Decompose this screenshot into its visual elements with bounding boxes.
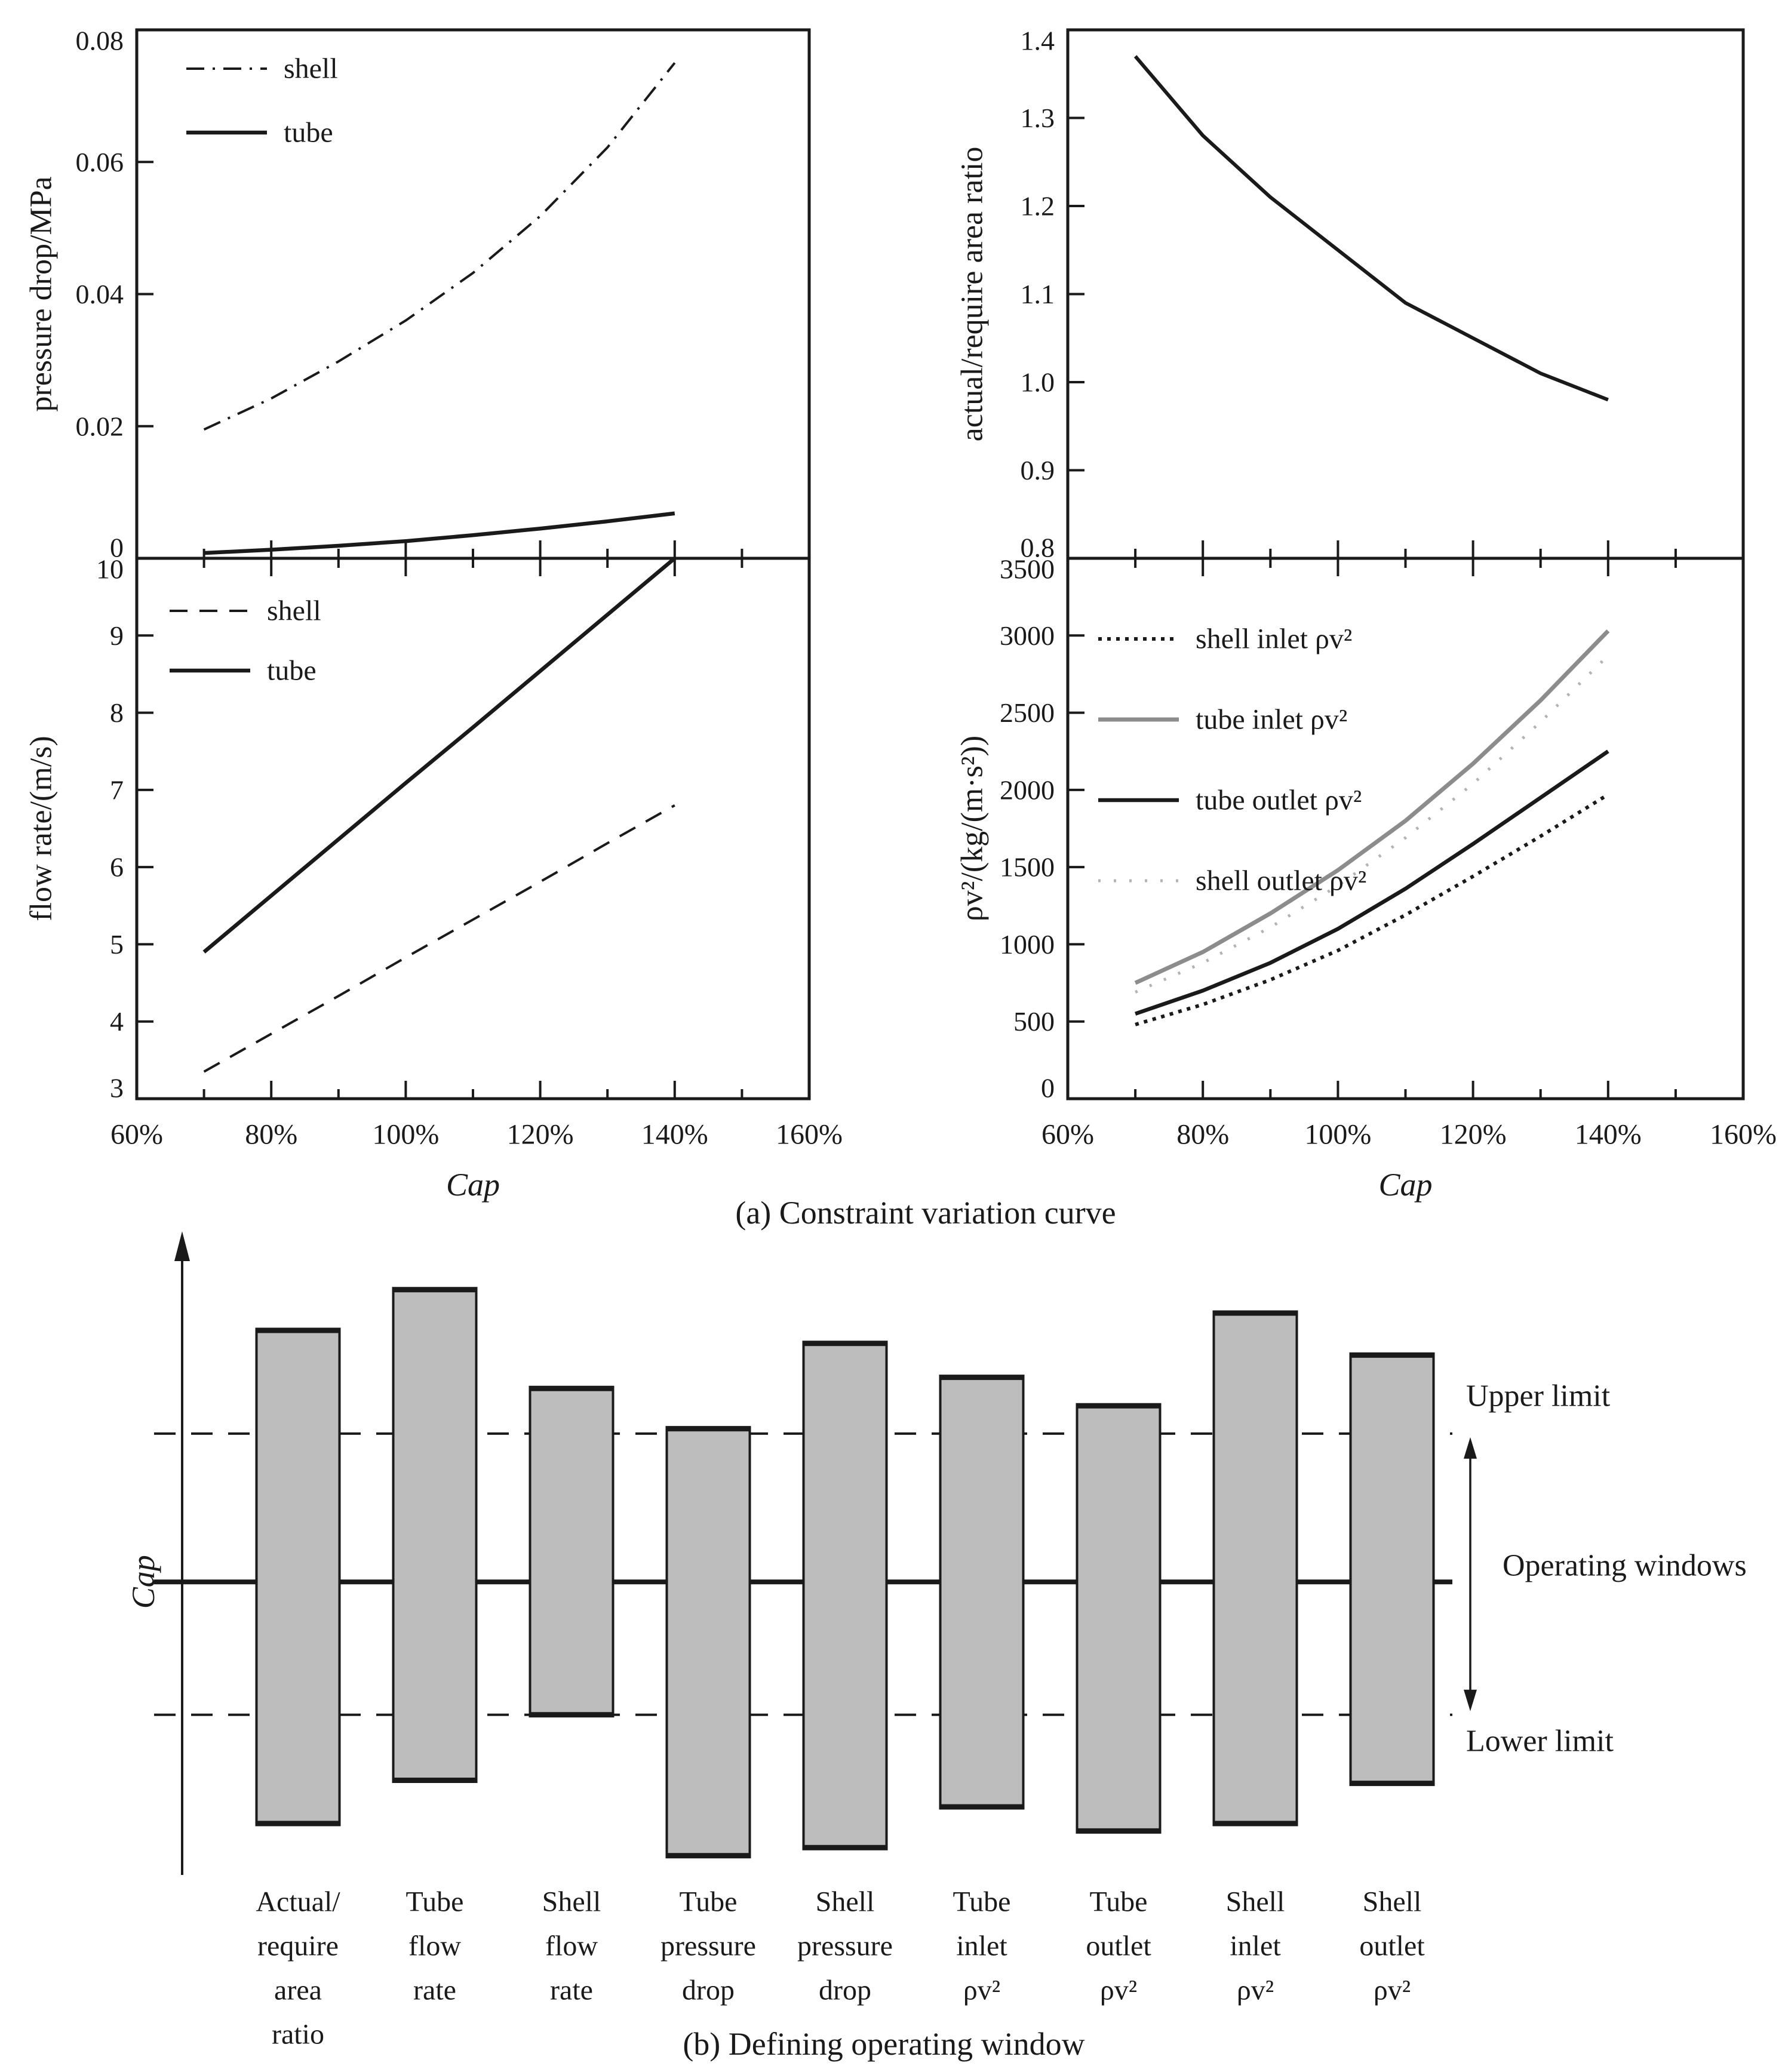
operating-window-arrowhead-up — [1464, 1437, 1477, 1459]
chart-operating-window — [125, 1231, 1747, 2051]
pressure-drop-series-tube-line — [204, 514, 675, 553]
bar-5-label-line: Shell — [815, 1886, 875, 1918]
flow-rate-xtick-label: 140% — [641, 1118, 708, 1151]
rhov2-ytick-label: 3000 — [1000, 620, 1055, 651]
rhov2-ytick-label: 2000 — [1000, 774, 1055, 806]
flow-rate-ytick-label: 8 — [110, 697, 124, 728]
rhov2-ytick-label: 1000 — [1000, 929, 1055, 960]
bar-1-label-line: Actual/ — [256, 1886, 340, 1918]
bar-3-label-line: flow — [545, 1930, 598, 1962]
bar-3-label-line: Shell — [542, 1886, 601, 1918]
caption-b: (b) Defining operating window — [683, 2026, 1085, 2062]
flow-rate-ytick-label: 7 — [110, 774, 124, 806]
flow-rate-xtick-label: 160% — [776, 1118, 843, 1151]
flow-rate-xtick-label: 120% — [506, 1118, 574, 1151]
bar-2-label-line: rate — [413, 1974, 456, 2006]
caption-a: (a) Constraint variation curve — [735, 1195, 1116, 1231]
bar-1-label-line: area — [274, 1974, 322, 2006]
area-ratio-ytick-label: 1.2 — [1020, 190, 1055, 222]
bar-2-label-line: Tube — [405, 1886, 464, 1918]
bar-2-label-line: flow — [408, 1930, 461, 1962]
rhov2-ytick-label: 3500 — [1000, 554, 1055, 585]
pressure-drop-ylabel: pressure drop/MPa — [24, 176, 59, 412]
rhov2-legend-label-4: shell outlet ρv² — [1196, 865, 1367, 897]
rhov2-legend-label-1: shell inlet ρv² — [1196, 623, 1353, 655]
chart-rhov2 — [956, 554, 1777, 1203]
bar-6-label-line: inlet — [956, 1930, 1007, 1962]
bar-6-label-line: ρv² — [963, 1974, 1001, 2006]
chart-pressure-drop — [24, 26, 810, 563]
chart-flow-rate — [24, 554, 843, 1203]
flow-rate-xtick-label: 100% — [372, 1118, 440, 1151]
bar-3-label-line: rate — [550, 1974, 593, 2006]
cap-axis-arrowhead — [174, 1231, 190, 1261]
bar-3 — [530, 1388, 613, 1714]
rhov2-ytick-label: 2500 — [1000, 697, 1055, 728]
area-ratio-ytick-label: 1.1 — [1020, 279, 1055, 309]
area-ratio-ytick-label: 0.8 — [1020, 532, 1055, 563]
rhov2-xtick-label: 160% — [1710, 1118, 1777, 1151]
area-ratio-ytick-label: 1.0 — [1020, 367, 1055, 398]
rhov2-plot-box — [1068, 558, 1743, 1099]
rhov2-ytick-label: 0 — [1041, 1072, 1055, 1103]
area-ratio-ytick-label: 0.9 — [1020, 455, 1055, 485]
bar-9-label-line: outlet — [1359, 1930, 1425, 1962]
bar-9 — [1351, 1355, 1434, 1783]
bar-5 — [804, 1344, 887, 1848]
rhov2-xtick-label: 140% — [1574, 1118, 1642, 1151]
bar-1-label-line: require — [257, 1930, 339, 1962]
bar-5-label-line: pressure — [797, 1930, 893, 1962]
bar-2 — [394, 1290, 477, 1781]
flow-rate-xtick-label: 60% — [110, 1118, 163, 1151]
chart-area-ratio — [956, 26, 1744, 563]
area-ratio-plot-box — [1068, 30, 1743, 558]
bar-1 — [257, 1330, 340, 1824]
flow-rate-plot-box — [137, 558, 809, 1099]
flow-rate-ytick-label: 9 — [110, 620, 124, 651]
bar-5-label-line: drop — [819, 1974, 871, 2006]
operating-window-arrowhead-down — [1464, 1690, 1477, 1711]
flow-rate-legend-label-2: tube — [267, 654, 317, 687]
pressure-drop-plot-box — [137, 30, 809, 558]
rhov2-ylabel: ρv²/(kg/(m·s²)) — [955, 735, 990, 922]
operating-windows-label: Operating windows — [1503, 1548, 1747, 1583]
rhov2-xtick-label: 60% — [1041, 1118, 1094, 1151]
flow-rate-ytick-label: 6 — [110, 851, 124, 883]
bar-8 — [1214, 1313, 1297, 1824]
pressure-drop-series-shell-line — [204, 63, 675, 429]
flow-rate-xtick-label: 80% — [245, 1118, 298, 1151]
bar-7 — [1077, 1406, 1160, 1831]
flow-rate-ytick-label: 5 — [110, 929, 124, 960]
flow-rate-series-shell-line — [204, 806, 675, 1072]
area-ratio-ylabel: actual/require area ratio — [955, 146, 990, 442]
pressure-drop-ytick-label: 0.04 — [75, 279, 124, 309]
flow-rate-legend-label-1: shell — [267, 595, 321, 627]
rhov2-xlabel: Cap — [1378, 1167, 1433, 1203]
bar-4-label-line: Tube — [679, 1886, 738, 1918]
rhov2-legend-label-3: tube outlet ρv² — [1196, 784, 1362, 816]
bar-9-label-line: Shell — [1362, 1886, 1422, 1918]
bar-8-label-line: Shell — [1225, 1886, 1285, 1918]
area-ratio-series-main-line — [1135, 56, 1608, 399]
pressure-drop-legend-label-2: tube — [284, 116, 333, 149]
pressure-drop-ytick-label: 0 — [110, 532, 124, 563]
bar-7-label-line: ρv² — [1099, 1974, 1138, 2006]
rhov2-legend-label-2: tube inlet ρv² — [1196, 703, 1348, 736]
bar-9-label-line: ρv² — [1373, 1974, 1411, 2006]
bar-8-label-line: ρv² — [1236, 1974, 1274, 2006]
pressure-drop-ytick-label: 0.08 — [75, 25, 124, 56]
pressure-drop-ytick-label: 0.02 — [75, 411, 124, 442]
area-ratio-ytick-label: 1.3 — [1020, 103, 1055, 133]
bar-1-label-line: ratio — [272, 2018, 324, 2051]
bar-chart-cap-ylabel: Cap — [125, 1555, 161, 1609]
bar-6 — [941, 1378, 1024, 1807]
bar-7-label-line: Tube — [1089, 1886, 1148, 1918]
lower-limit-label: Lower limit — [1466, 1724, 1614, 1759]
rhov2-xtick-label: 120% — [1439, 1118, 1507, 1151]
bar-4-label-line: pressure — [660, 1930, 756, 1962]
area-ratio-ytick-label: 1.4 — [1020, 25, 1055, 56]
upper-limit-label: Upper limit — [1466, 1379, 1611, 1413]
flow-rate-ytick-label: 10 — [96, 554, 124, 585]
pressure-drop-legend-label-1: shell — [284, 53, 338, 85]
pressure-drop-ytick-label: 0.06 — [75, 146, 124, 177]
flow-rate-xlabel: Cap — [446, 1167, 500, 1203]
rhov2-ytick-label: 1500 — [1000, 851, 1055, 883]
flow-rate-ytick-label: 3 — [110, 1072, 124, 1103]
bar-6-label-line: Tube — [953, 1886, 1011, 1918]
flow-rate-ylabel: flow rate/(m/s) — [24, 736, 59, 921]
rhov2-xtick-label: 80% — [1176, 1118, 1230, 1151]
bar-4 — [667, 1429, 750, 1856]
rhov2-xtick-label: 100% — [1304, 1118, 1372, 1151]
bar-8-label-line: inlet — [1230, 1930, 1281, 1962]
rhov2-ytick-label: 500 — [1013, 1006, 1055, 1037]
flow-rate-ytick-label: 4 — [110, 1006, 124, 1037]
bar-7-label-line: outlet — [1086, 1930, 1151, 1962]
bar-4-label-line: drop — [682, 1974, 735, 2006]
